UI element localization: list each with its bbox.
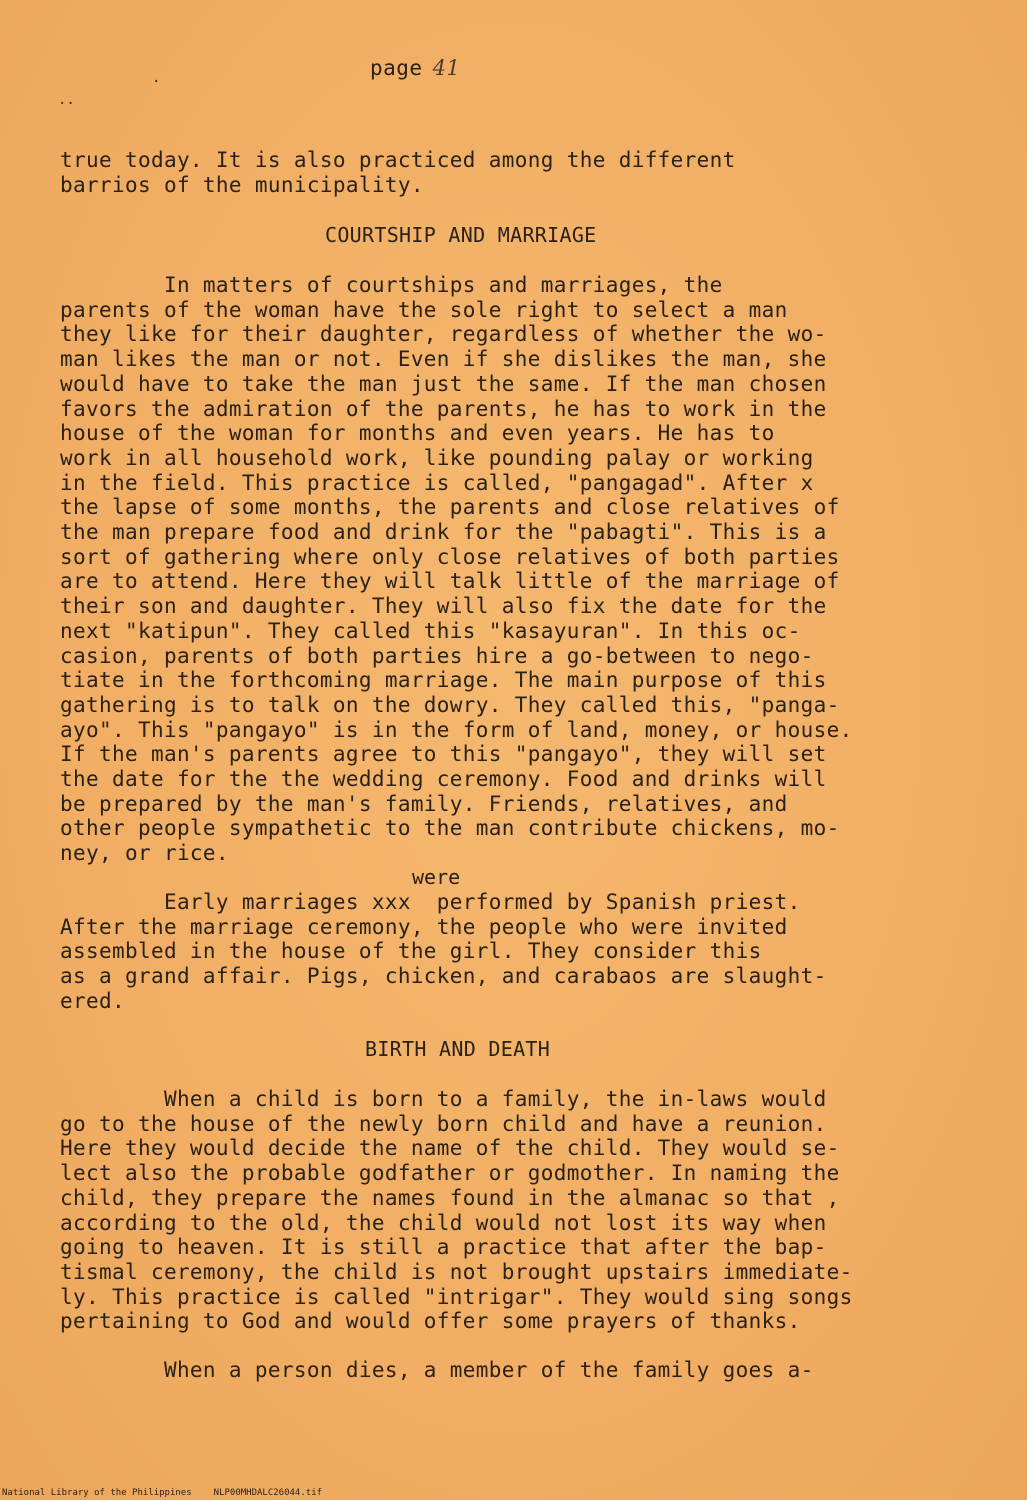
footer-institution: National Library of the Philippines [2,1488,192,1498]
text-line: the man prepare food and drink for the "pabagti". This is a [60,520,827,545]
text-line: go to the house of the newly born child and have a reunion. [60,1111,827,1136]
text-line: going to heaven. It is still a practice that after the bap- [60,1235,827,1260]
text-line: are to attend. Here they will talk little of the marriage of [60,569,840,594]
footer-file-id: NLP00MHDALC26044.tif [213,1488,323,1498]
text-line: would have to take the man just the same. If the man chosen [60,371,827,396]
text-line: ly. This practice is called "intrigar". They would sing songs [60,1284,853,1309]
text-line: parents of the woman have the sole right to select a man [60,297,788,322]
text-line: in the field. This practice is called, "pangagad". After x [60,470,814,495]
text-line: tismal ceremony, the child is not brought upstairs immediate- [60,1259,853,1284]
text-line: gathering is to talk on the dowry. They called this, "panga- [60,692,840,717]
text-line: their son and daughter. They will also fix the date for the [60,594,827,619]
text-line: When a person dies, a member of the family goes a- [60,1358,814,1382]
text-line: next "katipun". They called this "kasayuran". In this oc- [60,618,801,643]
text-line: as a grand affair. Pigs, chicken, and carabaos are slaught- [60,964,827,989]
stray-mark: .. [58,92,75,108]
text-line: lect also the probable godfather or godmother. In naming the [60,1161,840,1186]
text-line: tiate in the forthcoming marriage. The main purpose of this [60,668,827,693]
text-line: Here they would decide the name of the child. They would se- [60,1136,840,1161]
text-line: house of the woman for months and even years. He has to [60,421,775,446]
page-label: page [370,56,423,80]
birth-paragraph [60,1087,980,1334]
text-line: sort of gathering where only close relatives of both parties [60,544,840,569]
text-line: pertaining to God and would offer some prayers of thanks. [60,1309,801,1334]
page-number: 41 [432,56,461,80]
text-line: they like for their daughter, regardless of whether the wo- [60,322,827,347]
text-line: child, they prepare the names found in the almanac so that , [60,1185,840,1210]
text-line: casion, parents of both parties hire a go-between to nego- [60,643,814,668]
text-line: assembled in the house of the girl. They consider this [60,939,762,964]
text-line: In matters of courtships and marriages, the [60,273,723,297]
text-line: according to the old, the child would not lost its way when [60,1210,827,1235]
courtship-paragraph [60,273,980,866]
text-line: ney, or rice. [60,841,229,866]
text-line: favors the admiration of the parents, he has to work in the [60,396,827,421]
text-line: Early marriages xxx performed by Spanish priest. [60,890,801,914]
scan-footer [2,1488,344,1498]
intro-paragraph [60,148,980,197]
text-line: man likes the man or not. Even if she dislikes the man, she [60,347,827,372]
death-paragraph [60,1358,980,1383]
text-line: If the man's parents agree to this "pangayo", they will set [60,742,827,767]
text-line: other people sympathetic to the man contribute chickens, mo- [60,816,840,841]
text-line: barrios of the municipality. [60,172,424,197]
inserted-word: were [412,865,461,889]
stray-mark: . [152,70,161,86]
page-header [370,56,460,80]
section-heading-courtship: COURTSHIP AND MARRIAGE [325,223,597,247]
text-line: true today. It is also practiced among the different [60,148,736,172]
text-line: work in all household work, like pounding palay or working [60,445,814,470]
text-line: the lapse of some months, the parents and close relatives of [60,495,840,520]
text-line: After the marriage ceremony, the people who were invited [60,914,788,939]
marriage-paragraph [60,890,980,1014]
text-line: the date for the the wedding ceremony. Food and drinks will [60,767,827,792]
text-line: ered. [60,988,125,1013]
text-line: When a child is born to a family, the in-laws would [60,1087,827,1111]
text-line: be prepared by the man's family. Friends, relatives, and [60,791,788,816]
text-line: ayo". This "pangayo" is in the form of land, money, or house. [60,717,853,742]
section-heading-birth-death: BIRTH AND DEATH [365,1037,551,1061]
